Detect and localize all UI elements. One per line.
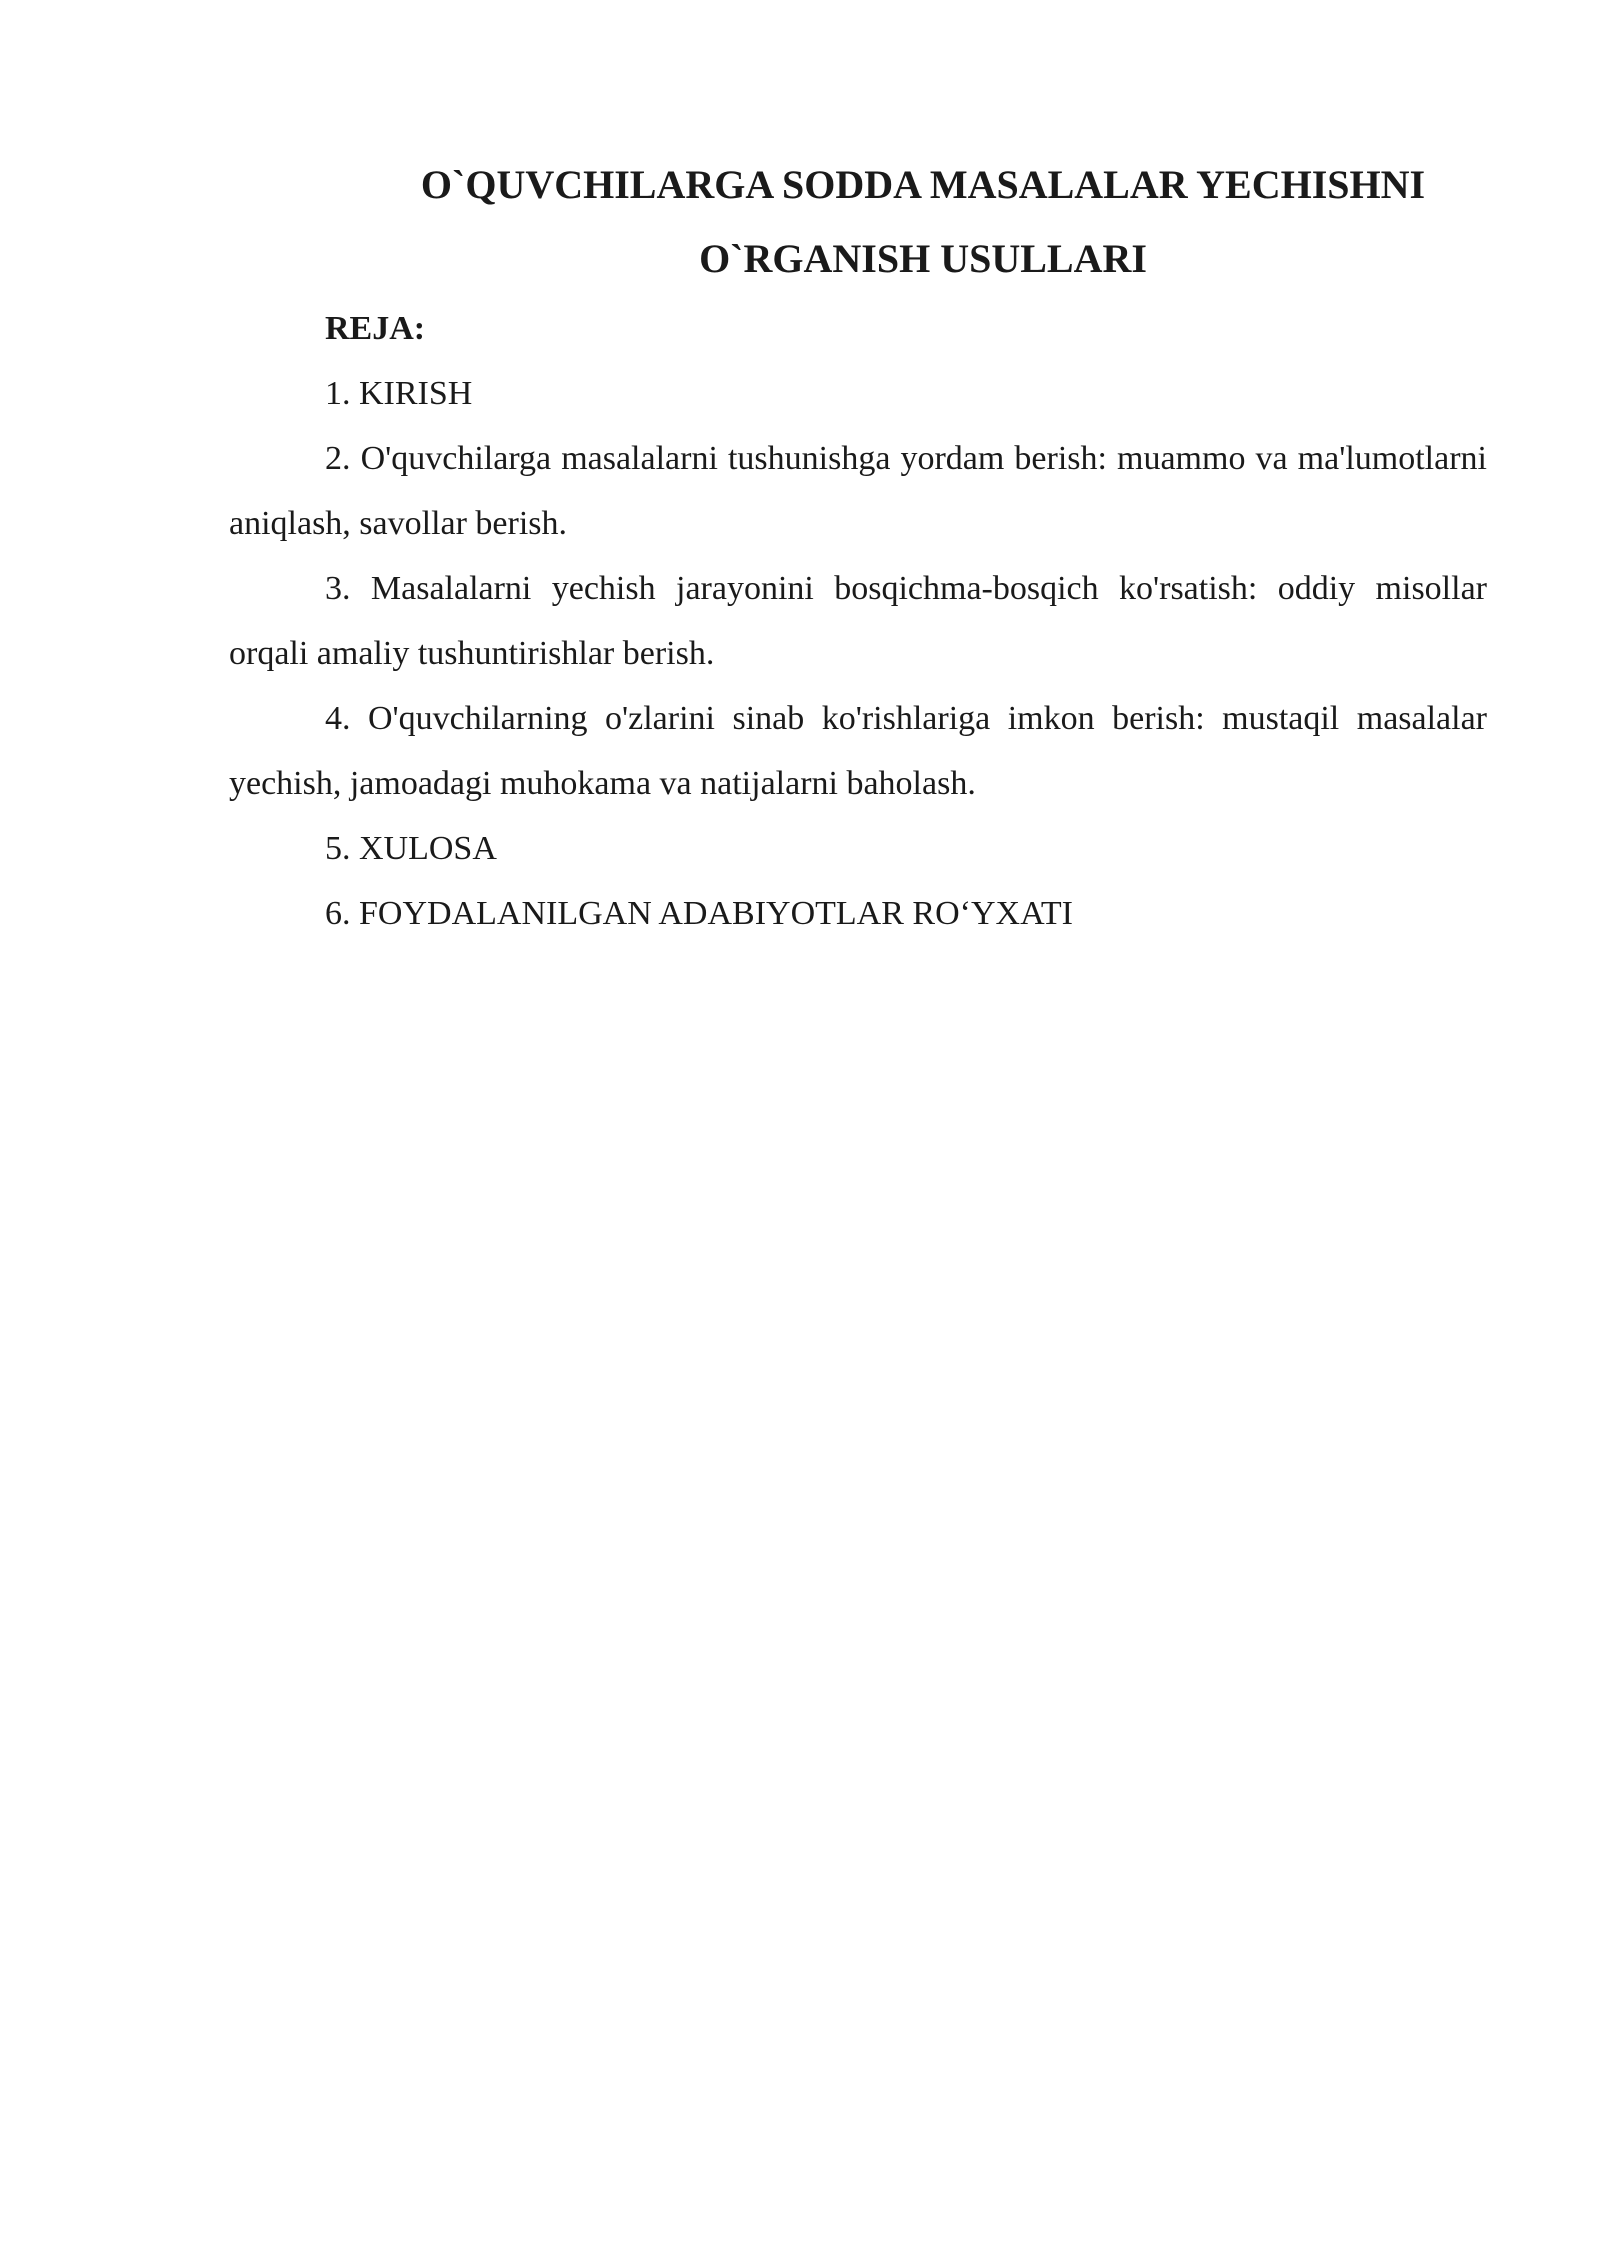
- title-line-2: O`RGANISH USULLARI: [699, 236, 1147, 281]
- document-title: [229, 148, 1487, 296]
- plan-item-2: 2. O'quvchilarga masalalarni tushunishga yordam berish: muammo va ma'lumotlarni aniqlash, savollar berish.: [229, 440, 1487, 542]
- plan-item-6: 6. FOYDALANILGAN ADABIYOTLAR RO‘YXATI: [325, 895, 1073, 932]
- plan-section: [229, 296, 1487, 946]
- plan-item-5: 5. XULOSA: [325, 830, 497, 867]
- plan-item-3: 3. Masalalarni yechish jarayonini bosqichma-bosqich ko'rsatish: oddiy misollar orqali amaliy tushuntirishlar berish.: [229, 570, 1487, 672]
- document-content: [229, 148, 1487, 946]
- title-line-1: O`QUVCHILARGA SODDA MASALALAR YECHISHNI: [420, 162, 1426, 207]
- plan-item-1: 1. KIRISH: [325, 375, 473, 412]
- plan-item-4: 4. O'quvchilarning o'zlarini sinab ko'rishlariga imkon berish: mustaqil masalalar yechish, jamoadagi muhokama va natijalarni baholash.: [229, 700, 1487, 802]
- plan-heading: REJA:: [325, 310, 426, 347]
